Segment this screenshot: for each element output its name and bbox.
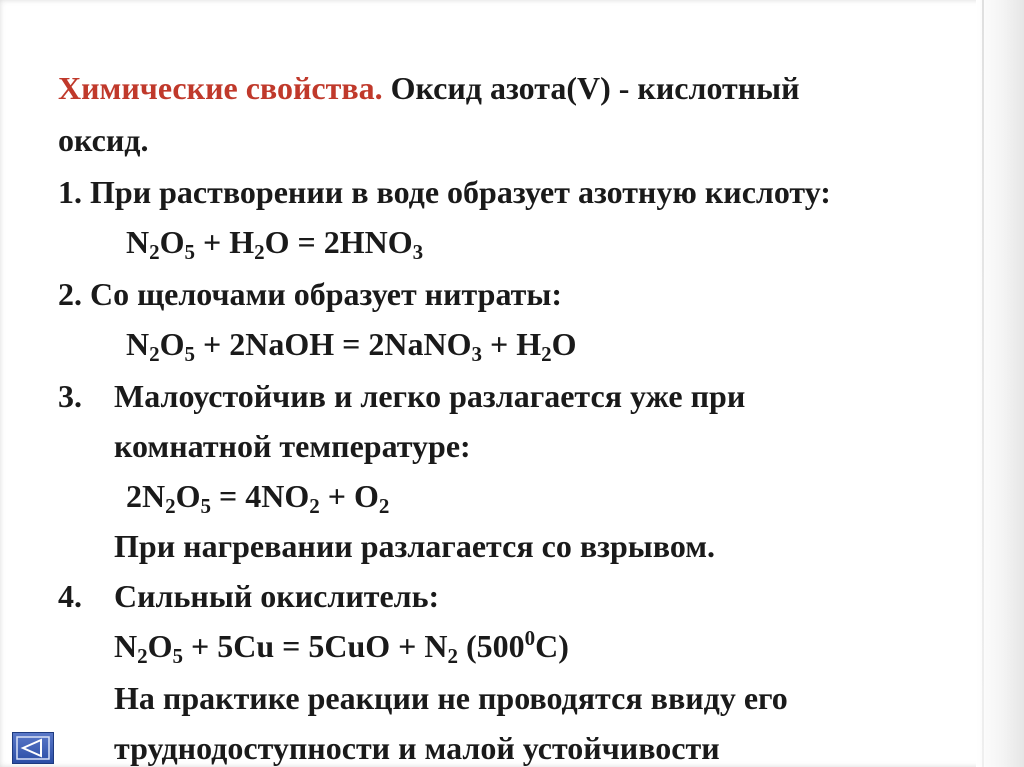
subscript: 2 (137, 644, 148, 668)
item-4-number: 4. (58, 578, 82, 614)
item-3-number: 3. (58, 378, 82, 414)
back-arrow-icon (13, 733, 55, 765)
back-button[interactable] (12, 732, 54, 764)
item-3-note: При нагревании разлагается со взрывом. (114, 528, 716, 564)
subscript: 2 (149, 342, 160, 366)
formula-text: + O (319, 478, 379, 514)
item-4-note-2: труднодоступности и малой устойчивости (114, 730, 720, 766)
formula-text: + 2NaOH = 2NaNO (195, 326, 472, 362)
equation-4 (114, 626, 569, 668)
superscript: 0 (524, 626, 536, 650)
subscript: 5 (200, 494, 211, 518)
item-4-line-1: Сильный окислитель: (114, 578, 440, 614)
subscript: 2 (149, 240, 160, 264)
subscript: 3 (471, 342, 482, 366)
formula-text: + H (195, 224, 255, 260)
subscript: 2 (378, 494, 390, 518)
formula-text: = 4NO (211, 478, 310, 514)
formula-text: 2N (126, 478, 166, 514)
item-1: 1. При растворении в воде образует азотную кислоту: (58, 174, 831, 210)
formula-text: N (114, 628, 138, 664)
title-rest: Оксид азота(V) - кислотный (382, 70, 800, 106)
item-2: 2. Со щелочами образует нитраты: (58, 276, 562, 312)
subscript: 2 (447, 644, 459, 668)
formula-text: N (126, 326, 150, 362)
formula-text: (500 (458, 628, 525, 664)
formula-text: C) (535, 628, 569, 664)
equation-2 (126, 326, 577, 366)
equation-1 (126, 224, 424, 264)
subscript: 3 (412, 240, 424, 264)
formula-text: O (159, 224, 185, 260)
formula-text: + 5Cu = 5CuO + N (183, 628, 448, 664)
item-3-line-2: комнатной температуре: (114, 428, 471, 464)
formula-text: O (159, 326, 185, 362)
subscript: 2 (541, 342, 552, 366)
subscript: 2 (309, 494, 320, 518)
title-line (58, 70, 800, 106)
subscript: 2 (254, 240, 265, 264)
item-4-note-1: На практике реакции не проводятся ввиду его (114, 680, 788, 716)
formula-text: + H (481, 326, 542, 362)
subscript: 5 (184, 240, 195, 264)
page-fold-line (982, 0, 984, 767)
equation-3 (126, 478, 390, 518)
formula-text: O = 2HNO (264, 224, 413, 260)
title-line-2: оксид. (58, 122, 149, 158)
formula-text: O (551, 326, 577, 362)
subscript: 5 (184, 342, 195, 366)
subscript: 2 (165, 494, 176, 518)
item-3-line-1: Малоустойчив и легко разлагается уже при (114, 378, 746, 414)
subscript: 5 (172, 644, 183, 668)
title-red: Химические свойства. (58, 70, 383, 106)
formula-text: O (175, 478, 201, 514)
formula-text: N (126, 224, 150, 260)
formula-text: O (147, 628, 173, 664)
